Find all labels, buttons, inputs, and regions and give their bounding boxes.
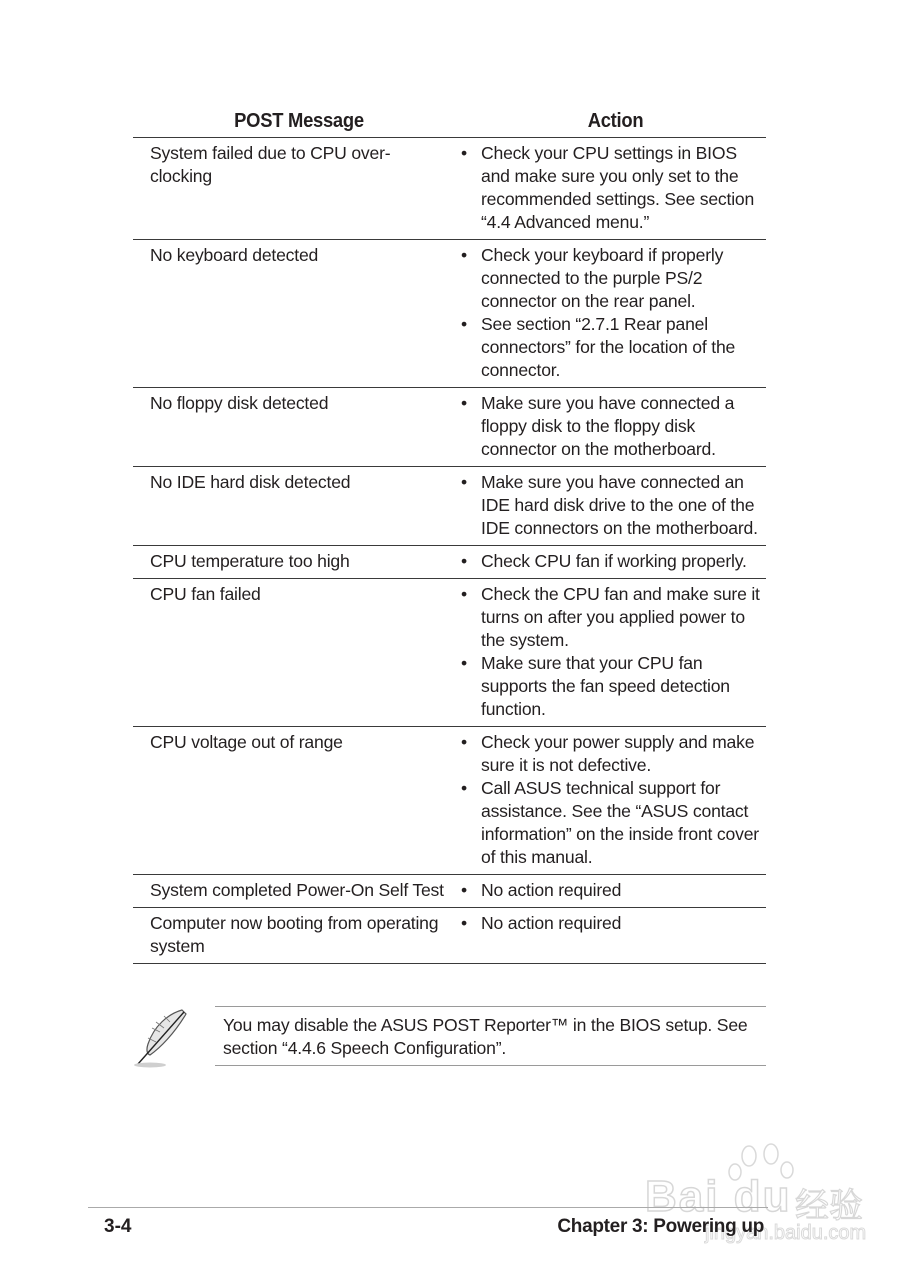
action-item [460,471,766,540]
table-row [133,908,766,964]
table-row [133,388,766,467]
watermark-brand-cn: 经验 [795,1187,863,1225]
table-row [133,727,766,875]
post-message: CPU fan failed [150,584,261,604]
bullet-icon: • [461,245,467,265]
table-row [133,546,766,579]
action-cell [460,879,766,902]
bullet-icon: • [461,314,467,334]
bullet-icon: • [461,584,467,604]
bullet-icon: • [461,653,467,673]
table-body [133,138,766,964]
post-message: No keyboard detected [150,245,319,265]
note-text: You may disable the ASUS POST Reporter™ in the BIOS setup. See section “4.4.6 Speech Configuration”. [223,1015,748,1058]
feather-icon [130,1008,194,1070]
footer-divider [88,1207,768,1208]
post-message: System failed due to CPU over-clocking [150,143,391,186]
action-text: No action required [481,913,622,933]
bullet-icon: • [461,913,467,933]
action-cell [460,471,766,540]
action-text: Make sure you have connected an IDE hard disk drive to the one of the IDE connectors on the motherboard. [481,472,758,538]
action-cell [460,550,766,573]
table-row [133,467,766,546]
action-cell [460,912,766,958]
table-row [133,138,766,240]
action-text: Call ASUS technical support for assistance. See the “ASUS contact information” on the inside front cover of this manual. [481,778,759,867]
action-item [460,550,766,573]
action-text: Check the CPU fan and make sure it turns on after you applied power to the system. [481,584,760,650]
post-message: Computer now booting from operating system [150,913,439,956]
action-cell [460,392,766,461]
bullet-icon: • [461,472,467,492]
header-action: Action [587,110,644,132]
action-item [460,142,766,234]
action-item [460,879,766,902]
action-cell [460,731,766,869]
action-text: Make sure you have connected a floppy disk to the floppy disk connector on the motherboard. [481,393,735,459]
action-item [460,777,766,869]
bullet-icon: • [461,778,467,798]
bullet-icon: • [461,732,467,752]
watermark-brand: Bai du [645,1172,792,1221]
action-text: Check your power supply and make sure it is not defective. [481,732,755,775]
page-number: 3-4 [104,1216,132,1237]
action-item [460,912,766,935]
post-message: CPU voltage out of range [150,732,343,752]
table-header [133,107,766,138]
action-cell [460,142,766,234]
table-row [133,579,766,727]
action-cell [460,583,766,721]
table-row [133,240,766,388]
post-message: System completed Power-On Self Test [150,880,444,900]
action-item [460,583,766,652]
post-message-table [133,107,766,964]
action-item [460,652,766,721]
header-post-message: POST Message [234,110,364,132]
action-item [460,244,766,313]
post-message: No IDE hard disk detected [150,472,351,492]
action-item [460,313,766,382]
bullet-icon: • [461,393,467,413]
action-item [460,731,766,777]
action-text: No action required [481,880,622,900]
post-message: No floppy disk detected [150,393,329,413]
action-text: Check your CPU settings in BIOS and make sure you only set to the recommended settings. See section “4.4 Advanced menu.” [481,143,755,232]
watermark-url: jingyan.baidu.com [705,1222,867,1244]
action-cell [460,244,766,382]
table-row [133,875,766,908]
bullet-icon: • [461,143,467,163]
action-text: Make sure that your CPU fan supports the fan speed detection function. [481,653,730,719]
note-box [215,1006,766,1066]
action-text: Check CPU fan if working properly. [481,551,747,571]
action-text: Check your keyboard if properly connected to the purple PS/2 connector on the rear panel. [481,245,724,311]
post-message: CPU temperature too high [150,551,350,571]
action-text: See section “2.7.1 Rear panel connectors” for the location of the connector. [481,314,736,380]
chapter-title: Chapter 3: Powering up [557,1216,764,1237]
bullet-icon: • [461,880,467,900]
bullet-icon: • [461,551,467,571]
action-item [460,392,766,461]
